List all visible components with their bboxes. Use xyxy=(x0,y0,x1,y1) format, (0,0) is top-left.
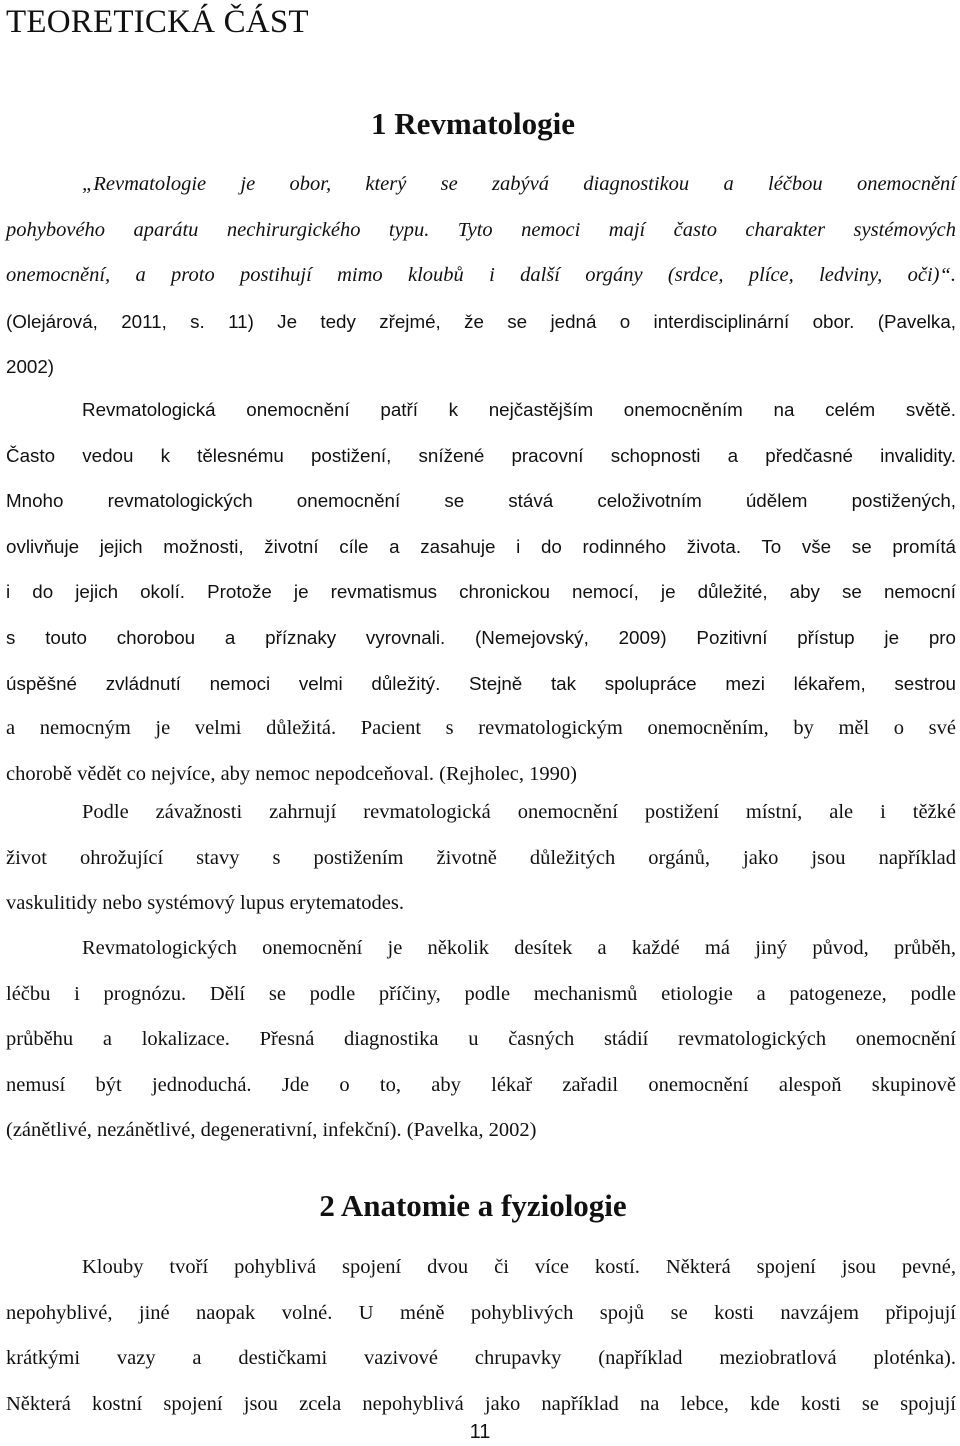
chapter-1-paragraph-2 xyxy=(6,387,956,797)
text-line: Podle závažnosti zahrnují revmatologická onemocnění postižení místní, ale i těžké xyxy=(82,801,956,823)
chapter-1-title: 1 Revmatologie xyxy=(370,106,576,141)
text-line: 2002) xyxy=(6,356,55,378)
text-line: a nemocným je velmi důležitá. Pacient s revmatologickým onemocněním, by měl o své xyxy=(6,717,956,740)
part-title: TEORETICKÁ ČÁST xyxy=(6,4,309,40)
chapter-1-paragraph-1 xyxy=(6,162,956,390)
text-line: úspěšné zvládnutí nemoci velmi důležitý. Stejně tak spolupráce mezi lékařem, sestrou xyxy=(6,672,956,694)
text-line: Klouby tvoří pohyblivá spojení dvou či více kostí. Některá spojení jsou pevné, xyxy=(82,1256,956,1278)
chapter-2-title: 2 Anatomie a fyziologie xyxy=(319,1188,627,1223)
text-line: vaskulitidy nebo systémový lupus erytematodes. xyxy=(6,892,404,915)
text-line: Některá kostní spojení jsou zcela nepohyblivá jako například na lebce, kde kosti se spojují xyxy=(6,1392,956,1415)
text-line: nepohyblivé, jiné naopak volné. U méně pohyblivých spojů se kosti navzájem připojují xyxy=(6,1301,956,1324)
text-line: „Revmatologie je obor, který se zabývá diagnostikou a léčbou onemocnění xyxy=(82,173,956,195)
text-line: s touto chorobou a příznaky vyrovnali. (Nemejovský, 2009) Pozitivní přístup je pro xyxy=(6,626,956,648)
text-line: pohybového aparátu nechirurgického typu. Tyto nemoci mají často charakter systémových xyxy=(6,218,956,241)
text-line: život ohrožující stavy s postižením životně důležitých orgánů, jako jsou například xyxy=(6,846,956,869)
text-line: průběhu a lokalizace. Přesná diagnostika u časných stádií revmatologických onemocnění xyxy=(6,1028,956,1051)
text-line: (Olejárová, 2011, s. 11) Je tedy zřejmé, že se jedná o interdisciplinární obor. (Pavelka, xyxy=(6,310,956,332)
text-line: Mnoho revmatologických onemocnění se stává celoživotním údělem postižených, xyxy=(6,490,956,512)
text-line: Často vedou k tělesnému postižení, snížené pracovní schopnosti a předčasné invalidity. xyxy=(6,444,956,466)
text-line: ovlivňuje jejich možnosti, životní cíle a zasahuje i do rodinného života. To vše se promítá xyxy=(6,535,956,557)
text-line: Revmatologických onemocnění je několik desítek a každé má jiný původ, průběh, xyxy=(82,937,956,959)
text-line: chorobě vědět co nejvíce, aby nemoc nepodceňoval. (Rejholec, 1990) xyxy=(6,762,577,785)
text-line: nemusí být jednoduchá. Jde o to, aby lékař zařadil onemocnění alespoň skupinově xyxy=(6,1073,956,1096)
text-line: léčbu i prognózu. Dělí se podle příčiny, podle mechanismů etiologie a patogeneze, podle xyxy=(6,982,956,1005)
chapter-1-paragraph-4 xyxy=(6,926,956,1154)
page-number: 11 xyxy=(469,1421,491,1443)
text-line: onemocnění, a proto postihují mimo kloubů i další orgány (srdce, plíce, ledviny, oči)“. xyxy=(6,264,956,287)
text-line: (zánětlivé, nezánětlivé, degenerativní, infekční). (Pavelka, 2002) xyxy=(6,1119,537,1142)
text-line: i do jejich okolí. Protože je revmatismus chronickou nemocí, je důležité, aby se nemocní xyxy=(6,581,956,603)
text-line: krátkými vazy a destičkami vazivové chrupavky (například meziobratlová ploténka). xyxy=(6,1347,956,1370)
chapter-1-paragraph-3 xyxy=(6,790,956,927)
chapter-2-paragraph-1 xyxy=(6,1245,956,1427)
text-line: Revmatologická onemocnění patří k nejčastějším onemocněním na celém světě. xyxy=(82,399,956,420)
